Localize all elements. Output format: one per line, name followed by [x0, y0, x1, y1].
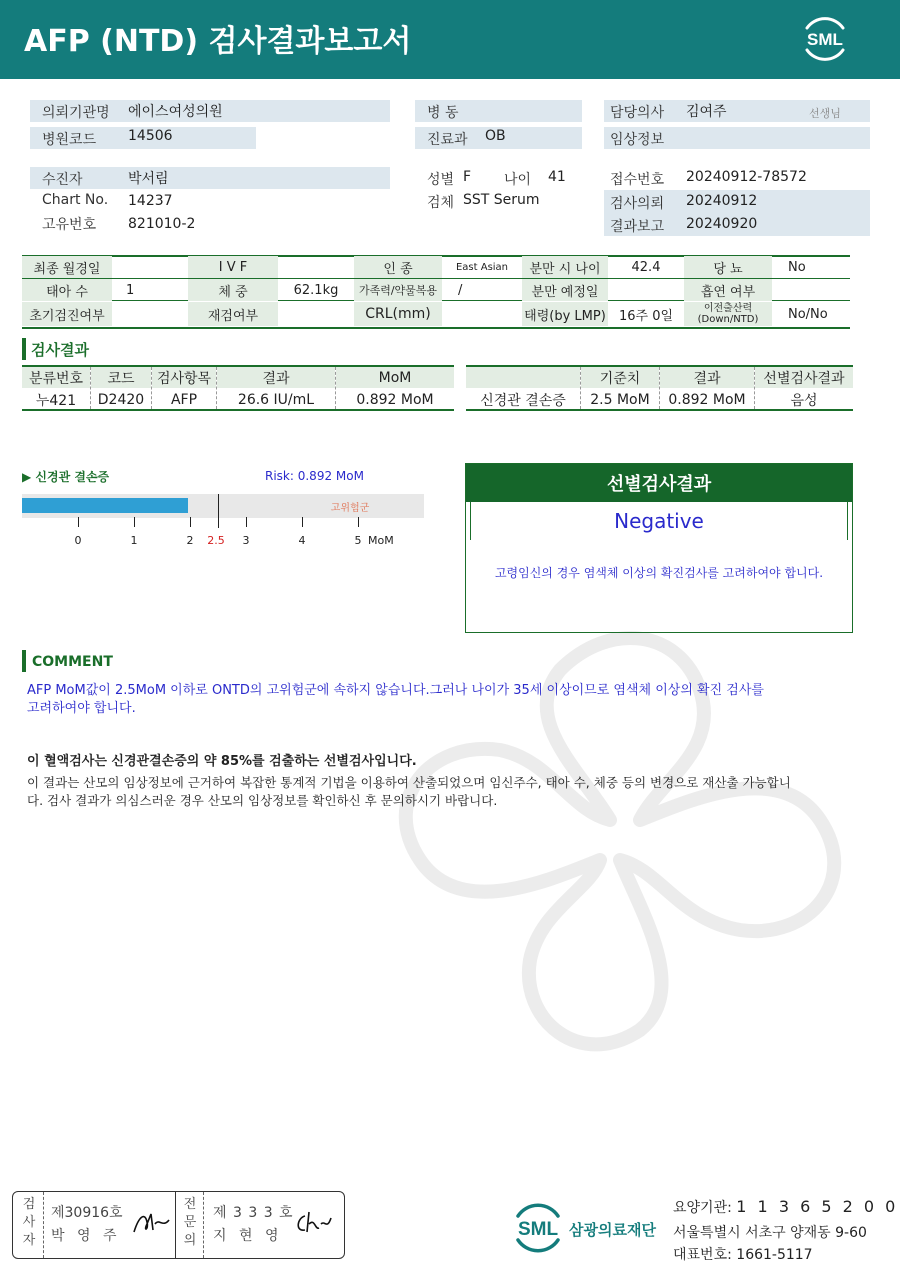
col-divider: [580, 367, 581, 409]
signature-box: [12, 1191, 345, 1259]
notes-line-2: 다. 검사 결과가 의심스러운 경우 산모의 임상정보를 확인하신 후 문의하시기 바랍니다.: [27, 793, 498, 808]
code-row: [673, 1197, 898, 1217]
dept-label: 진료과: [427, 132, 468, 148]
tester-no: 제30916호: [51, 1205, 123, 1221]
high-risk-label: 고위험군: [330, 503, 370, 514]
request-label: 검사의뢰: [610, 196, 665, 212]
tester-label: 검사자: [22, 1197, 36, 1248]
chart-value: 14237: [128, 193, 173, 209]
hospital-code-value: 14506: [128, 128, 173, 144]
screening-note: 고령임신의 경우 염색체 이상의 확진검사를 고려하여야 합니다.: [494, 566, 824, 580]
receipt-label: 접수번호: [610, 172, 665, 188]
ivf-value: [278, 256, 354, 278]
diabetes-label: 당 뇨: [684, 256, 772, 278]
comment-title: COMMENT: [32, 654, 113, 670]
code-value: 1 1 3 6 5 2 0 0: [736, 1197, 899, 1216]
crl-value: [442, 302, 522, 326]
risk-text: Risk: 0.892 MoM: [265, 469, 364, 483]
sex-label: 성별: [427, 172, 455, 188]
col-divider: [335, 367, 336, 409]
svg-text:SML: SML: [807, 30, 843, 49]
specialist-name: 지 현 영: [213, 1228, 283, 1244]
institution-value: 에이스여성의원: [128, 104, 223, 120]
dept-value: OB: [485, 128, 506, 144]
phone-row: [673, 1244, 813, 1264]
age-label: 나이: [504, 172, 532, 188]
col-divider: [216, 367, 217, 409]
cutoff-line: [218, 494, 219, 528]
initial-exam-label: 초기검진여부: [22, 302, 112, 326]
ward-label: 병 동: [427, 105, 459, 121]
doctor-label: 담당의사: [610, 105, 665, 121]
code-value: D2420: [97, 391, 145, 408]
tester-name: 박 영 주: [51, 1228, 121, 1244]
col-screening: 선별검사결과: [755, 367, 853, 388]
svg-text:SML: SML: [517, 1219, 559, 1240]
phone-label: 대표번호:: [673, 1247, 732, 1263]
chart-label: Chart No.: [42, 192, 109, 208]
notes-bold: 이 혈액검사는 신경관결손증의 약 85%를 검출하는 선별검사입니다.: [27, 754, 417, 769]
institution-label: 의뢰기관명: [42, 105, 110, 121]
fetus-count-label: 태아 수: [22, 279, 112, 301]
axis-unit: MoM: [368, 534, 394, 547]
screening-title: 선별검사결과: [466, 464, 852, 502]
receipt-value: 20240912-78572: [686, 169, 807, 185]
col-divider: [151, 367, 152, 409]
clinical-label: 임상정보: [610, 132, 665, 148]
results-section-title: 검사결과: [31, 341, 89, 359]
family-history-label: 가족력/약물복용: [354, 279, 442, 301]
weight-value: 62.1kg: [293, 282, 339, 298]
col-code: 코드: [91, 367, 151, 388]
patient-value: 박서림: [128, 171, 169, 187]
tester-signature: [131, 1210, 171, 1236]
col-test-name: [466, 367, 580, 388]
axis-tick-label: 3: [242, 534, 250, 547]
smoking-label: 흡연 여부: [684, 279, 772, 301]
col-class-no: 분류번호: [22, 367, 90, 388]
specialist-signature: [293, 1210, 333, 1236]
retest-value: [278, 302, 354, 326]
section-bar: [22, 338, 26, 360]
address: 서울특별시 서초구 양재동 9-60: [673, 1225, 867, 1241]
cutoff-label: 2.5: [207, 534, 225, 547]
header-bar: [0, 0, 900, 79]
notes-line-1: 이 결과는 산모의 임상정보에 근거하여 복잡한 통계적 기법을 이용하여 산출되었으며 임신주수, 태아 수, 체중 등의 변경으로 재산출 가능합니: [27, 775, 791, 790]
due-date-value: [608, 279, 684, 301]
retest-label: 재검여부: [188, 302, 278, 326]
lmp-label: 최종 월경일: [22, 256, 112, 278]
doctor-suffix: 선생님: [809, 107, 841, 120]
request-value: 20240912: [686, 193, 758, 209]
screening-panel: [465, 463, 853, 633]
fetus-count-value: 1: [126, 282, 135, 298]
axis-tick: [358, 517, 359, 527]
patient-label: 수진자: [42, 172, 83, 188]
hospital-code-label: 병원코드: [42, 132, 97, 148]
patient-row: [30, 167, 390, 189]
col-result: 결과: [217, 367, 335, 388]
sml-logo-icon: [799, 12, 851, 64]
right-result-value: 0.892 MoM: [668, 391, 746, 408]
family-history-value: /: [458, 282, 463, 298]
class-no-value: 누421: [35, 392, 77, 409]
item-value: AFP: [170, 391, 198, 408]
specimen-value: SST Serum: [463, 192, 540, 208]
result-value: 26.6 IU/mL: [237, 391, 315, 408]
ga-lmp-value: 16주 0일: [618, 308, 674, 324]
axis-tick: [246, 517, 247, 527]
risk-track: [22, 494, 424, 518]
specialist-label: 전문의: [183, 1197, 197, 1248]
ga-lmp-label: 태령(by LMP): [522, 302, 608, 326]
doctor-value: 김여주: [686, 104, 727, 120]
ivf-label: I V F: [188, 256, 278, 278]
comment-line-1: AFP MoM값이 2.5MoM 이하로 ONTD의 고위험군에 속하지 않습니다.그러나 나이가 35세 이상이므로 염색체 이상의 확진 검사를: [27, 683, 764, 698]
col-mom: MoM: [336, 367, 454, 388]
col-divider: [659, 367, 660, 409]
axis-tick-label: 4: [298, 534, 306, 547]
unique-label: 고유번호: [42, 217, 97, 233]
report-label: 결과보고: [610, 219, 665, 235]
age-value: 41: [548, 169, 566, 185]
lmp-value: [112, 256, 188, 278]
reference-value: 2.5 MoM: [590, 391, 650, 408]
sex-value: F: [463, 169, 472, 185]
axis-tick: [302, 517, 303, 527]
report-value: 20240920: [686, 216, 758, 232]
col-right-result: 결과: [660, 367, 754, 388]
comment-line-2: 고려하여야 합니다.: [27, 701, 136, 716]
risk-fill-bar: [22, 498, 188, 513]
axis-tick-label: 2: [186, 534, 194, 547]
code-label: 요양기관:: [673, 1200, 732, 1216]
page-title: AFP (NTD) 검사결과보고서: [24, 24, 412, 59]
axis-tick: [190, 517, 191, 527]
weight-label: 체 중: [188, 279, 278, 301]
footer-sml-logo-icon: [510, 1198, 566, 1256]
specimen-label: 검체: [427, 195, 455, 211]
race-label: 인 종: [354, 256, 442, 278]
org-name: 삼광의료재단: [569, 1221, 656, 1239]
specialist-no: 제 3 3 3 호: [213, 1205, 294, 1221]
crl-label: CRL(mm): [354, 302, 442, 326]
phone-value: 1661-5117: [736, 1247, 813, 1263]
prev-birth-label: 이전출산력 (Down/NTD): [684, 302, 772, 326]
axis-tick: [78, 517, 79, 527]
axis-tick-label: 0: [74, 534, 82, 547]
risk-label: ▶ 신경관 결손증: [22, 470, 110, 484]
test-name-value: 신경관 결손증: [480, 392, 566, 409]
col-item: 검사항목: [152, 367, 216, 388]
table-bottom-line: [22, 327, 850, 329]
mom-value: 0.892 MoM: [356, 391, 434, 408]
axis-tick-label: 1: [130, 534, 138, 547]
delivery-age-label: 분만 시 나이: [522, 256, 608, 278]
smoking-value: [772, 279, 850, 301]
race-value: East Asian: [455, 261, 509, 273]
diabetes-value: No: [788, 259, 806, 275]
unique-value: 821010-2: [128, 216, 196, 232]
initial-exam-value: [112, 302, 188, 326]
screening-result: Negative: [614, 509, 704, 533]
delivery-age-value: 42.4: [631, 259, 661, 275]
due-date-label: 분만 예정일: [522, 279, 608, 301]
axis-tick: [134, 517, 135, 527]
prev-birth-value: No/No: [788, 306, 828, 322]
comment-bar: [22, 650, 26, 672]
watermark-logo: [360, 610, 880, 1070]
axis-tick-label: 5: [354, 534, 362, 547]
col-divider: [90, 367, 91, 409]
col-divider: [754, 367, 755, 409]
col-reference: 기준치: [581, 367, 659, 388]
screening-value: 음성: [790, 392, 818, 409]
